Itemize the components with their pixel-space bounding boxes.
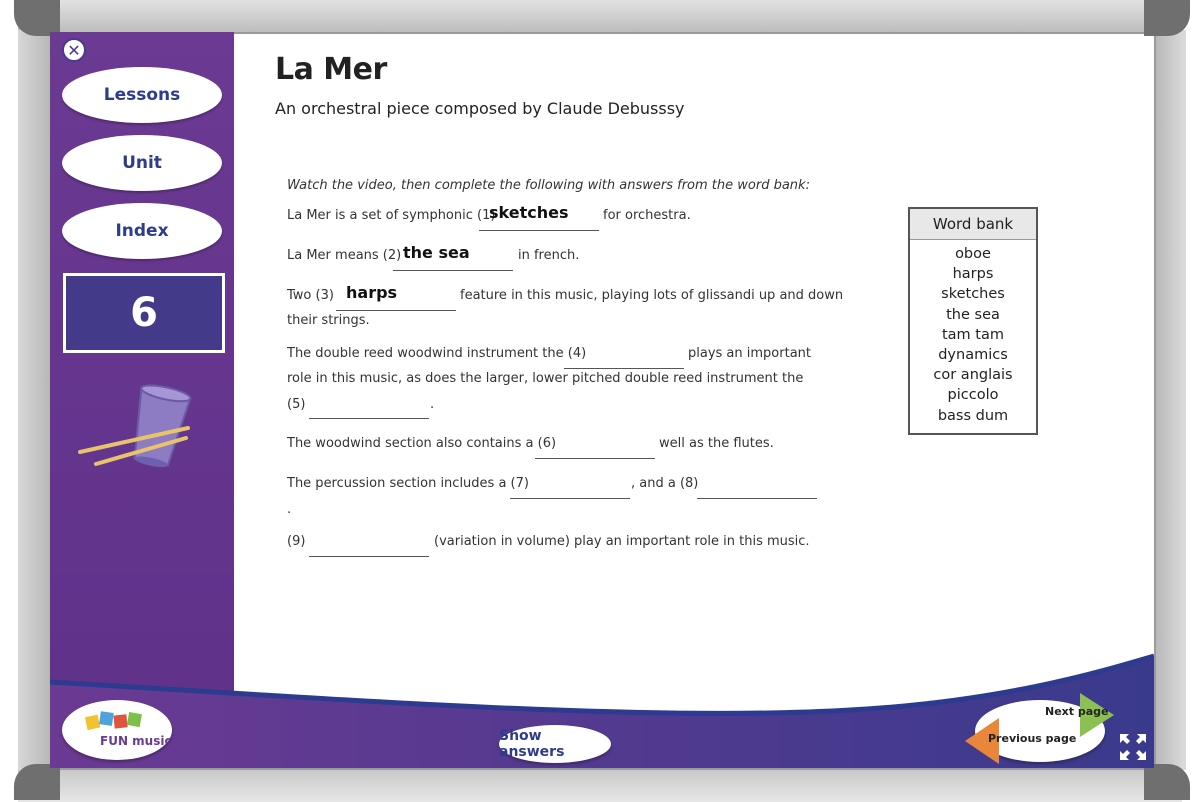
page-title: La Mer [275, 52, 387, 87]
board-frame-top [18, 0, 1182, 34]
question-3-text-line2: their strings. [287, 313, 370, 328]
question-1-text-after: for orchestra. [603, 208, 691, 223]
page-number: 6 [63, 273, 225, 353]
question-4-text-line2: role in this music, as does the larger, lower pitched double reed instrument the [287, 371, 804, 386]
fun-music-logo[interactable] [62, 700, 172, 760]
question-9-text: (9) [287, 534, 306, 549]
question-3-text-after: feature in this music, playing lots of glissandi up and down [460, 288, 844, 303]
answer-7-field[interactable] [510, 471, 630, 499]
word-bank-item[interactable]: piccolo [947, 387, 999, 404]
question-8-text: , and a (8) [631, 476, 699, 491]
expand-icon[interactable] [1118, 732, 1148, 762]
answer-5-field[interactable] [309, 391, 429, 419]
show-answers-button[interactable]: Show answers [499, 725, 611, 763]
question-3-text: Two (3) [287, 288, 334, 303]
answer-3-field[interactable]: harps [336, 283, 456, 311]
frame-corner [14, 0, 60, 36]
board-frame-left [18, 30, 52, 770]
lessons-button[interactable]: Lessons [62, 67, 222, 123]
frame-corner [1144, 764, 1190, 800]
page-subtitle: An orchestral piece composed by Claude Debusssy [275, 99, 685, 118]
question-7-text: The percussion section includes a (7) [287, 476, 529, 491]
answer-8-field[interactable] [697, 471, 817, 499]
previous-page-label[interactable]: Previous page [988, 732, 1077, 745]
instructions: Watch the video, then complete the following with answers from the word bank: [287, 178, 810, 193]
question-2-text-after: in french. [518, 248, 580, 263]
logo-text: FUN music [100, 734, 172, 748]
frame-corner [14, 764, 60, 800]
answer-1-field[interactable]: sketches [479, 203, 599, 231]
word-bank-title: Word bank [910, 209, 1036, 240]
index-button[interactable]: Index [62, 203, 222, 259]
word-bank-item[interactable]: sketches [941, 286, 1005, 303]
board-frame-right [1154, 30, 1186, 770]
word-bank [908, 207, 1038, 435]
word-bank-item[interactable]: oboe [955, 246, 991, 262]
word-bank-item[interactable]: the sea [946, 306, 1000, 323]
drum-with-sticks-icon [76, 380, 206, 475]
question-5-text: (5) [287, 397, 306, 412]
logo-graphic [62, 700, 172, 760]
word-bank-list [910, 244, 1036, 426]
next-page-label[interactable]: Next page [1045, 705, 1109, 718]
question-1-text: La Mer is a set of symphonic (1) [287, 208, 496, 223]
unit-button[interactable]: Unit [62, 135, 222, 191]
question-6-text-after: well as the flutes. [659, 436, 774, 451]
board-frame-bottom [18, 768, 1182, 802]
close-icon[interactable]: ✕ [62, 38, 86, 62]
word-bank-item[interactable]: bass dum [937, 407, 1009, 424]
question-5-text-after: . [430, 397, 435, 412]
answer-9-field[interactable] [309, 529, 429, 557]
word-bank-item[interactable]: tam tam [941, 326, 1004, 343]
answer-6-field[interactable] [535, 431, 655, 459]
question-9-text-after: (variation in volume) play an important role in this music. [434, 534, 810, 549]
answer-2-field[interactable]: the sea [393, 243, 513, 271]
question-4-text-after: plays an important [688, 346, 811, 361]
answer-4-field[interactable] [564, 341, 684, 369]
question-2-text: La Mer means (2) [287, 248, 402, 263]
question-6-text: The woodwind section also contains a (6) [287, 436, 557, 451]
word-bank-item[interactable]: harps [952, 266, 994, 283]
question-4-text: The double reed woodwind instrument the (4) [287, 346, 587, 361]
word-bank-item[interactable]: cor anglais [933, 367, 1013, 384]
word-bank-item[interactable]: dynamics [938, 346, 1008, 363]
question-8-text-after: . [287, 502, 292, 517]
